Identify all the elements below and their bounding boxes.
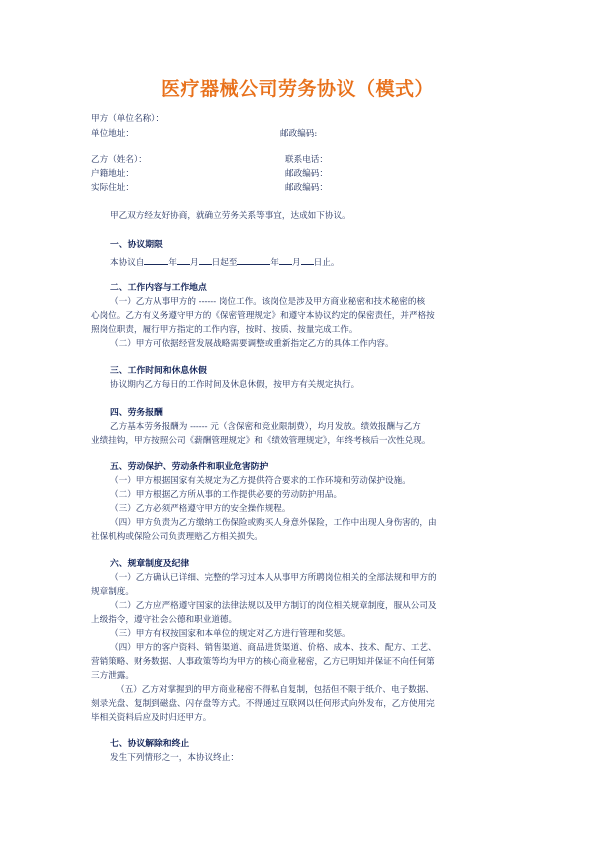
section-2-line-2: 心岗位。乙方有义务遵守甲方的《保密管理规定》和遵守本协议约定的保密责任，并严格按 xyxy=(91,311,435,321)
end-year-blank xyxy=(237,255,270,265)
term-text-1: 本协议自 xyxy=(110,258,145,268)
section-5-line-5: 社保机构或保险公司负责理赔乙方相关损失。 xyxy=(91,532,263,542)
party-a-address-label: 单位地址： xyxy=(91,129,134,139)
section-5-line-3: （三）乙方必须严格遵守甲方的安全操作规程。 xyxy=(110,504,291,514)
section-6-line-5: （三）甲方有权按国家和本单位的规定对乙方进行管理和奖惩。 xyxy=(110,629,351,639)
term-text-7: 日止。 xyxy=(313,258,340,268)
section-1-heading: 一、协议期限 xyxy=(110,240,163,250)
party-b-household-postcode-label: 邮政编码： xyxy=(285,169,328,179)
party-b-phone-label: 联系电话： xyxy=(285,155,328,165)
term-text-5: 年 xyxy=(270,258,280,268)
section-1-term-line xyxy=(110,255,339,269)
document-title: 医疗器械公司劳务协议（模式） xyxy=(160,78,434,100)
section-2-line-1: （一）乙方从事甲方的 ------ 岗位工作。该岗位是涉及甲方商业秘密和技术秘密的核 xyxy=(110,297,426,307)
party-b-residence-postcode-label: 邮政编码： xyxy=(285,183,328,193)
section-3-line-1: 协议期内乙方每日的工作时间及休息休假，按甲方有关规定执行。 xyxy=(110,380,360,390)
section-4-line-2: 业绩挂钩，甲方按照公司《薪酬管理规定》和《绩效管理规定》，年终考核后一次性兑现。 xyxy=(91,436,431,446)
start-year-blank xyxy=(144,255,168,265)
section-4-heading: 四、劳务报酬 xyxy=(110,408,163,418)
section-6-line-10: 刻录光盘、复制到磁盘、闪存盘等方式。不得通过互联网以任何形式向外发布，乙方使用完 xyxy=(91,699,435,709)
start-month-blank xyxy=(177,255,190,265)
section-6-line-2: 规章制度。 xyxy=(91,587,134,597)
term-text-4: 日起至 xyxy=(211,258,238,268)
section-6-line-11: 毕相关资料后应及时归还甲方。 xyxy=(91,713,212,723)
section-5-line-2: （二）甲方根据乙方所从事的工作提供必要的劳动防护用品。 xyxy=(110,490,343,500)
section-2-heading: 二、工作内容与工作地点 xyxy=(110,283,207,293)
party-b-household-label: 户籍地址： xyxy=(91,169,134,179)
party-a-name-label: 甲方（单位名称）： xyxy=(91,114,165,124)
section-6-line-3: （二）乙方应严格遵守国家的法律法规以及甲方制订的岗位相关规章制度，服从公司及 xyxy=(110,601,437,611)
party-a-postcode-label: 邮政编码: xyxy=(280,129,318,139)
party-b-name-label: 乙方（姓名）： xyxy=(91,155,147,165)
section-6-line-1: （一）乙方确认已详细、完整的学习过本人从事甲方所聘岗位相关的全部法规和甲方的 xyxy=(110,573,437,583)
section-6-line-4: 上级指令，遵守社会公德和职业道德。 xyxy=(91,615,238,625)
start-day-blank xyxy=(199,255,212,265)
term-text-6: 月 xyxy=(292,258,301,268)
section-5-line-1: （一）甲方根据国家有关规定为乙方提供符合要求的工作环境和劳动保护设施。 xyxy=(110,476,411,486)
party-b-residence-label: 实际住址： xyxy=(91,183,134,193)
section-6-line-6: （四）甲方的客户资料、销售渠道、商品进货渠道、价格、成本、技术、配方、工艺、 xyxy=(110,643,437,653)
term-text-2: 年 xyxy=(168,258,177,268)
section-5-line-4: （四）甲方负责为乙方缴纳工伤保险或购买人身意外保险，工作中出现人身伤害的，由 xyxy=(110,518,437,528)
section-5-heading: 五、劳动保护、劳动条件和职业危害防护 xyxy=(110,462,269,472)
end-day-blank xyxy=(301,255,314,265)
section-2-line-3: 照岗位职责，履行甲方指定的工作内容，按时、按质、按量完成工作。 xyxy=(91,325,358,335)
intro-paragraph: 甲乙双方经友好协商，就确立劳务关系等事宜，达成如下协议。 xyxy=(110,211,351,221)
section-2-line-4: （二）甲方可依据经营发展战略需要调整或重新指定乙方的具体工作内容。 xyxy=(110,339,394,349)
section-3-heading: 三、工作时间和休息休假 xyxy=(110,366,207,376)
end-month-blank xyxy=(279,255,292,265)
term-text-3: 月 xyxy=(190,258,199,268)
section-6-line-8: 三方泄露。 xyxy=(91,671,134,681)
section-6-line-7: 营销策略、财务数据、人事政策等均为甲方的核心商业秘密，乙方已明知并保证不向任何第 xyxy=(91,657,435,667)
section-7-line-1: 发生下列情形之一，本协议终止： xyxy=(110,753,239,763)
section-7-heading: 七、协议解除和终止 xyxy=(110,739,190,749)
section-6-heading: 六、规章制度及纪律 xyxy=(110,559,190,569)
section-6-line-9: （五）乙方对掌握到的甲方商业秘密不得私自复制，包括但不限于纸介、电子数据、 xyxy=(116,685,434,695)
section-4-line-1: 乙方基本劳务报酬为 ------ 元（含保密和竞业限制费），均月发放。绩效报酬与乙方 xyxy=(110,422,421,432)
